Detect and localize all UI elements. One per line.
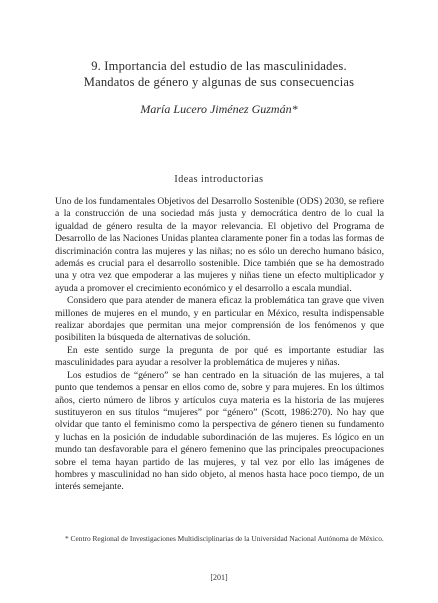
chapter-title-line-1: 9. Importancia del estudio de las masculinidades. <box>91 59 347 73</box>
chapter-title-line-2: Mandatos de género y algunas de sus consecuencias <box>83 75 355 89</box>
footnote: * Centro Regional de Investigaciones Multidisciplinarias de la Universidad Nacional Autónoma de México. <box>65 534 384 543</box>
chapter-title <box>40 58 398 90</box>
paragraph-2: Considero que para atender de manera eficaz la problemática tan grave que viven millones de mujeres en el mundo, y en particular en México, resulta indispensable realizar abordajes que permitan una mejor comprensión de los fenómenos y que posibiliten la búsqueda de alternativas de solución. <box>55 295 384 344</box>
paragraph-1: Uno de los fundamentales Objetivos del Desarrollo Sostenible (ODS) 2030, se refiere a la construcción de una sociedad más justa y democrática dentro de lo cual la igualdad de género resulta de la mayor relevancia. El objetivo del Programa de Desarrollo de las Naciones Unidas plantea claramente poner fin a todas las formas de discriminación contra las mujeres y las niñas; no es sólo un derecho humano básico, además es crucial para el desarrollo sostenible. Dice también que se ha demostrado una y otra vez que empoderar a las mujeres y niñas tiene un efecto multiplicador y ayuda a promover el crecimiento económico y el desarrollo a escala mundial. <box>55 196 384 294</box>
paragraph-3: En este sentido surge la pregunta de por qué es importante estudiar las masculinidades para ayudar a resolver la problemática de mujeres y niñas. <box>55 344 384 369</box>
author-name: María Lucero Jiménez Guzmán* <box>140 102 298 116</box>
section-heading: Ideas introductorias <box>174 174 264 185</box>
page-number: [201] <box>210 573 228 582</box>
body-text <box>55 196 384 494</box>
paragraph-4: Los estudios de “género” se han centrado en la situación de las mujeres, a tal punto que tendemos a pensar en ellos como de, sobre y para mujeres. En los últimos años, cierto número de libros y artículos cuya materia es la historia de las mujeres sustituyeron en sus títulos “mujeres” por “género” (Scott, 1986:270). No hay que olvidar que tanto el feminismo como la perspectiva de género tienen su fundamento y luchas en la posición de indudable subordinación de las mujeres. Es lógico en un mundo tan desfavorable para el género femenino que las principales preocupaciones sobre el tema hayan partido de las mujeres, y tal vez por ello las imágenes de hombres y masculinidad no han sido objeto, al menos hasta hace poco tiempo, de un interés semejante. <box>55 369 384 493</box>
